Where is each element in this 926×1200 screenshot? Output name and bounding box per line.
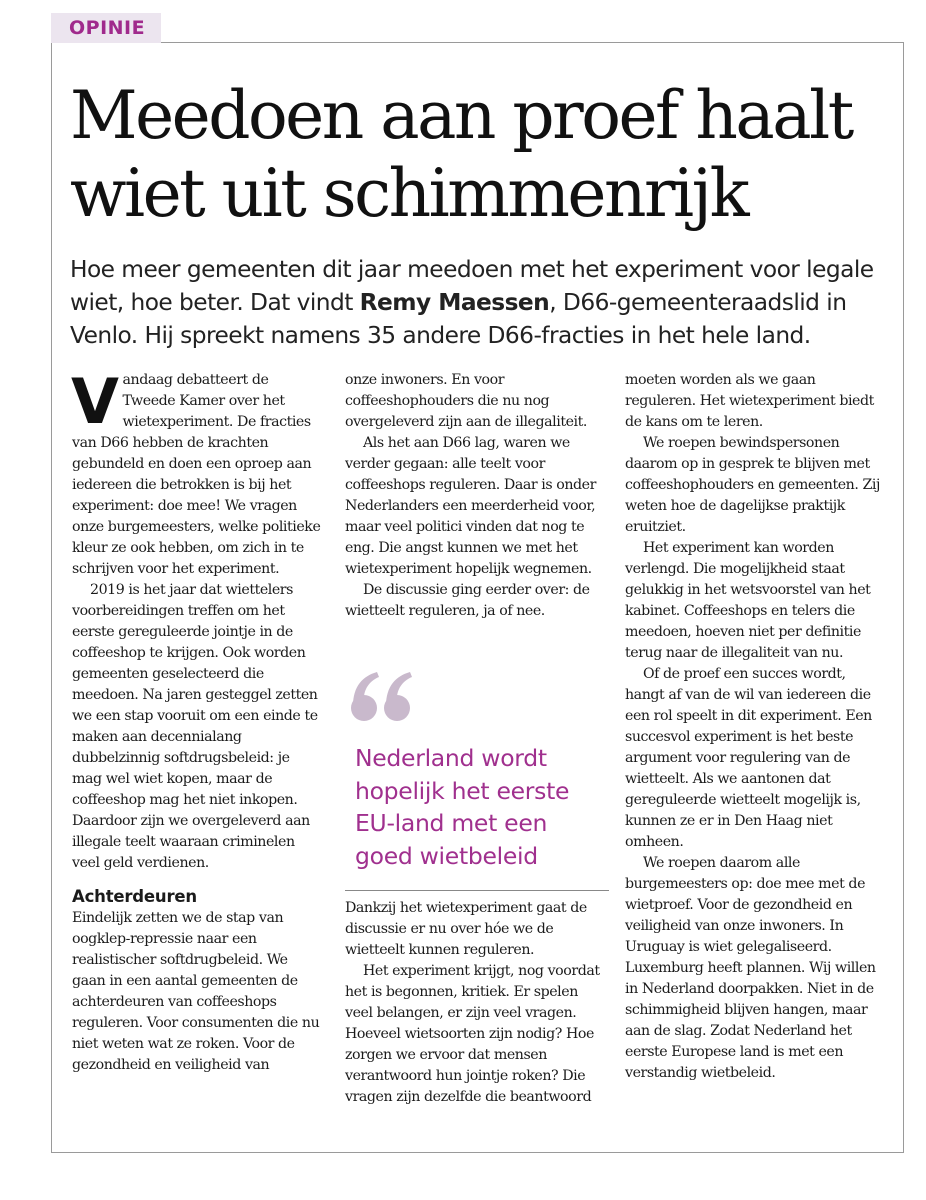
column-2-continued [345, 898, 609, 1108]
quote-mark-icon [349, 668, 419, 728]
intro-lead [70, 253, 896, 352]
paragraph: Het experiment krijgt, nog voordat het is begonnen, kritiek. Er spelen veel belangen, er zijn veel vragen. Hoeveel wietsoorten zijn nodig? Hoe zorgen we ervoor dat mensen verantwoord hun jointje roken? Die vragen zijn dezelfde die beantwoord [345, 963, 600, 1105]
paragraph: onze inwoners. En voor coffeeshophouders die nu nog overgeleverd zijn aan de illegaliteit. [345, 372, 587, 430]
column-2 [345, 370, 609, 622]
drop-cap: V [71, 365, 119, 438]
paragraph: De discussie ging eerder over: de wietteelt reguleren, ja of nee. [345, 582, 590, 619]
paragraph: We roepen bewindspersonen daarom op in gesprek te blijven met coffeeshophouders en gemeenten. Zij weten hoe de dagelijkse praktijk eruitziet. [625, 435, 880, 535]
paragraph: Eindelijk zetten we de stap van oogklep-repressie naar een realistischer softdrugbeleid. We gaan in een aantal gemeenten de achterdeuren van coffeeshops reguleren. Voor consumenten die nu niet weten wat ze roken. Voor de gezondheid en veiligheid van [72, 910, 320, 1073]
paragraph-text: andaag debatteert de Tweede Kamer over het wietexperiment. De fracties van D66 hebben de krachten gebundeld en doen een oproep aan iedereen die betrokken is bij het experiment: doe mee! We vragen onze burgemeesters, welke politieke kleur ze ook hebben, om zich in te schrijven voor het experiment. [72, 372, 321, 577]
section-tag: OPINIE [51, 13, 161, 43]
paragraph: 2019 is het jaar dat wiettelers voorbereidingen treffen om het eerste gereguleerde jointje in de coffeeshop te krijgen. Ook worden gemeenten geselecteerd die meedoen. Na jaren gesteggel zetten we een stap vooruit om een einde te maken aan decennialang dubbelzinnig softdrugsbeleid: je mag wel wiet kopen, maar de coffeeshop mag het niet inkopen. Daardoor zijn we overgeleverd aan illegale teelt waaraan criminelen veel geld verdienen. [72, 582, 318, 871]
paragraph: Dankzij het wietexperiment gaat de discussie er nu over hóe we de wietteelt kunnen reguleren. [345, 900, 587, 958]
author-name: Remy Maessen [359, 289, 550, 316]
paragraph: Of de proef een succes wordt, hangt af van de wil van iedereen die een rol speelt in dit experiment. Een succesvol experiment is het beste argument voor regulering van de wietteelt. Als we aantonen dat gereguleerde wietteelt mogelijk is, kunnen ze er in Den Haag niet omheen. [625, 666, 872, 850]
headline: Meedoen aan proef haalt wiet uit schimmenrijk [70, 77, 852, 232]
pull-quote [345, 668, 609, 891]
column-1 [71, 365, 322, 1076]
paragraph: We roepen daarom alle burgemeesters op: doe mee met de wietproef. Voor de gezondheid en veiligheid van onze inwoners. In Uruguay is wiet gelegaliseerd. Luxemburg heeft plannen. Wij willen in Nederland doorpakken. Niet in de schimmigheid blijven hangen, maar aan de slag. Zodat Nederland het eerste Europese land is met een verstandig wietbeleid. [625, 855, 876, 1081]
intro-text-after: , D66-gemeenteraadslid in Venlo. Hij spreekt namens 35 andere D66-fracties in het hele land. [70, 289, 847, 349]
column-3 [625, 370, 887, 1084]
paragraph: Het experiment kan worden verlengd. Die mogelijkheid staat gelukkig in het wetsvoorstel van het kabinet. Coffeeshops en telers die meedoen, hoeven niet per definitie terug naar de illegaliteit van nu. [625, 540, 871, 661]
paragraph [71, 365, 322, 580]
paragraph: Als het aan D66 lag, waren we verder gegaan: alle teelt voor coffeeshops reguleren. Daar is onder Nederlanders een meerderheid voor, maar veel politici vinden dat nog te eng. Die angst kunnen we met het wietexperiment hopelijk wegnemen. [345, 435, 596, 577]
pull-quote-text: Nederland wordt hopelijk het eerste EU-land met een goed wietbeleid [355, 744, 570, 870]
subheading: Achterdeuren [72, 887, 197, 906]
intro-text-before: Hoe meer gemeenten dit jaar meedoen met het experiment voor legale wiet, hoe beter. Dat vindt [70, 256, 874, 316]
paragraph: moeten worden als we gaan reguleren. Het wietexperiment biedt de kans om te leren. [625, 372, 874, 430]
